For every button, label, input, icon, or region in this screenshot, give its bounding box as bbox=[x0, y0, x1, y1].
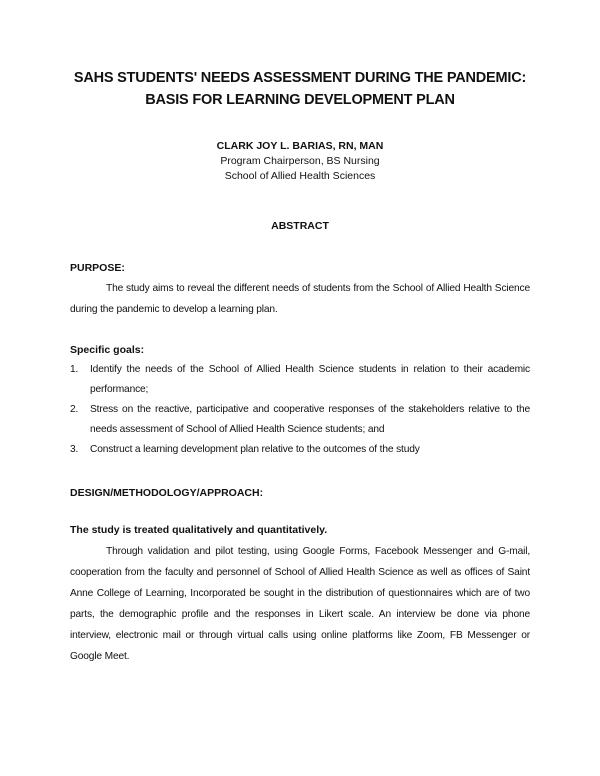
abstract-heading: ABSTRACT bbox=[271, 220, 329, 232]
design-text: Through validation and pilot testing, using Google Forms, Facebook Messenger and G-mail, cooperation from the faculty and personnel of School of Allied Health Science as well as offices of Saint Anne College of Learning, Incorporated be sought in the distribution of questionnaires which are of two parts, the demographic profile and the responses in Likert scale. An interview be done via phone interview, electronic mail or through virtual calls using online platforms like Zoom, FB Messenger or Google Meet. bbox=[70, 546, 530, 662]
list-item-text: Identify the needs of the School of Allied Health Science students in relation to their academic performance; bbox=[90, 364, 530, 395]
design-heading: DESIGN/METHODOLOGY/APPROACH: bbox=[70, 487, 264, 499]
goals-list bbox=[70, 360, 530, 461]
paper-title bbox=[0, 67, 600, 111]
purpose-text: The study aims to reveal the different needs of students from the School of Allied Health Science during the pandemic to develop a learning plan. bbox=[70, 283, 530, 315]
list-item-number: 3. bbox=[70, 444, 79, 455]
list-item bbox=[70, 440, 530, 460]
design-subheading: The study is treated qualitatively and quantitatively. bbox=[70, 524, 328, 536]
author-affiliation: School of Allied Health Sciences bbox=[224, 170, 376, 182]
list-item-text: Construct a learning development plan relative to the outcomes of the study bbox=[90, 444, 420, 455]
list-item-text: Stress on the reactive, participative and cooperative responses of the stakeholders relative to the needs assessment of School of Allied Health Science students; and bbox=[90, 404, 530, 435]
title-line-2: BASIS FOR LEARNING DEVELOPMENT PLAN bbox=[145, 92, 455, 108]
goals-heading: Specific goals: bbox=[70, 344, 145, 356]
list-item bbox=[70, 360, 530, 399]
list-item-number: 1. bbox=[70, 364, 79, 375]
list-item bbox=[70, 400, 530, 439]
purpose-heading: PURPOSE: bbox=[70, 262, 125, 274]
title-line-1: SAHS STUDENTS' NEEDS ASSESSMENT DURING THE PANDEMIC: bbox=[73, 70, 527, 86]
author-block bbox=[0, 139, 600, 184]
list-item-number: 2. bbox=[70, 404, 79, 415]
author-position: Program Chairperson, BS Nursing bbox=[220, 155, 380, 167]
author-name: CLARK JOY L. BARIAS, RN, MAN bbox=[216, 140, 384, 152]
